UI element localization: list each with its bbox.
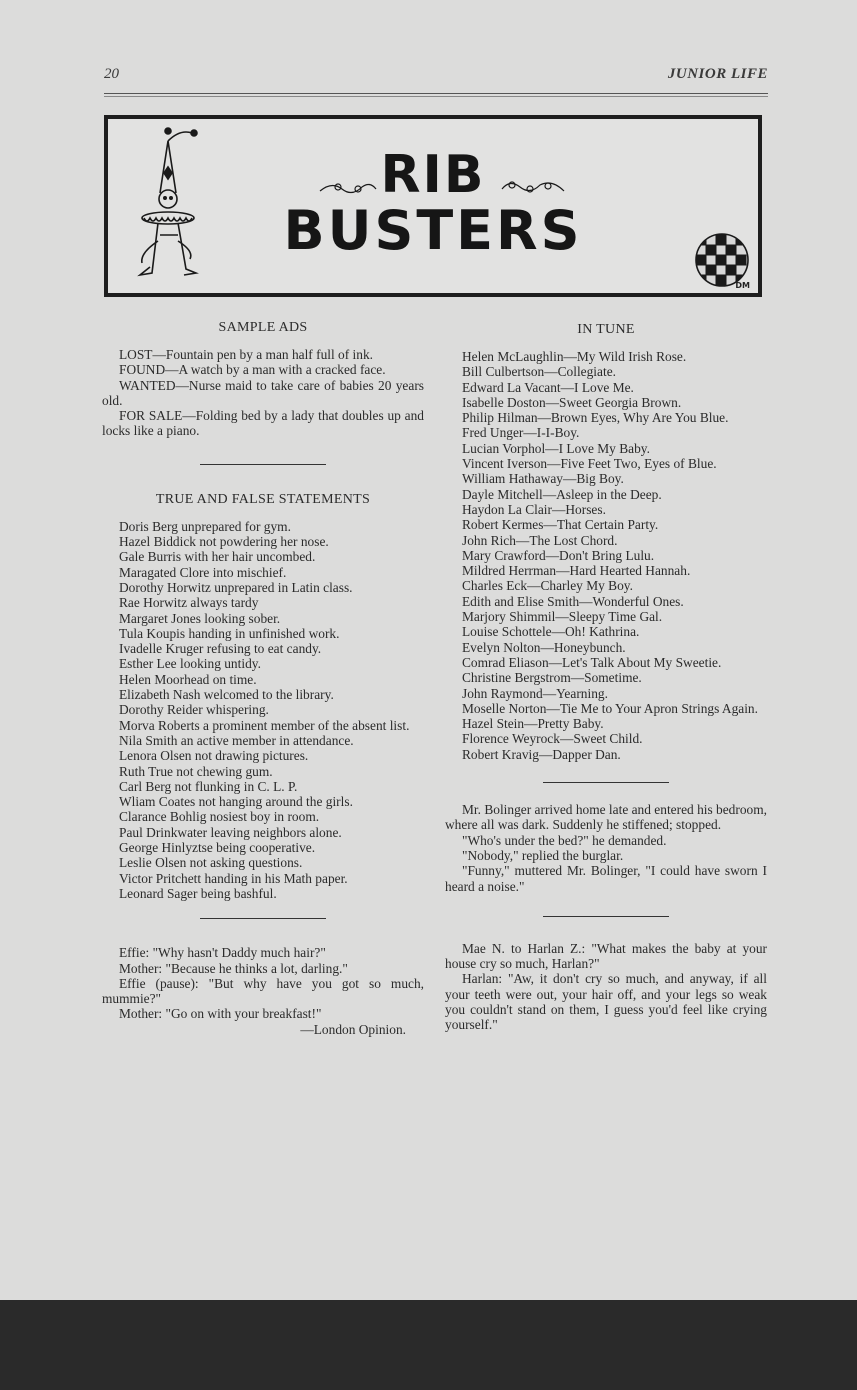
left-column	[102, 320, 424, 1037]
song-item: Charles Eck—Charley My Boy.	[462, 578, 633, 594]
statement-item: George Hinlyztse being cooperative.	[119, 840, 316, 856]
song-item: Vincent Iverson—Five Feet Two, Eyes of Blue.	[462, 456, 717, 472]
joke-line: Mother: "Go on with your breakfast!"	[119, 1006, 322, 1022]
song-item: Robert Kravig—Dapper Dan.	[462, 746, 621, 762]
joke-source: —London Opinion.	[300, 1021, 406, 1037]
song-item: Fred Unger—I-I-Boy.	[462, 425, 580, 441]
song-item: Comrad Eliason—Let's Talk About My Sweetie.	[462, 654, 722, 670]
song-item: John Raymond—Yearning.	[462, 685, 608, 701]
statement-item: Carl Berg not flunking in C. L. P.	[119, 778, 298, 794]
statement-item: Margaret Jones looking sober.	[119, 610, 281, 626]
statement-item: Victor Pritchett handing in his Math paper.	[119, 870, 348, 886]
right-column	[445, 322, 767, 1033]
song-item: Mary Crawford—Don't Bring Lulu.	[462, 547, 655, 563]
statement-item: Hazel Biddick not powdering her nose.	[119, 534, 329, 550]
harlan-joke	[445, 941, 767, 1033]
song-item: Marjory Shimmil—Sleepy Time Gal.	[462, 609, 663, 625]
sample-ads-title: SAMPLE ADS	[218, 320, 308, 335]
joke-line: "Funny," muttered Mr. Bolinger, "I could have sworn I heard a noise."	[445, 863, 767, 894]
banner-title-busters: BUSTERS	[283, 199, 583, 262]
statement-item: Doris Berg unprepared for gym.	[119, 518, 291, 534]
song-item: Dayle Mitchell—Asleep in the Deep.	[462, 486, 662, 502]
bolinger-joke	[445, 802, 767, 894]
joke-line: Effie (pause): "But why have you got so much, mummie?"	[102, 975, 424, 1007]
ad-item: LOST—Fountain pen by a man half full of ink.	[119, 347, 374, 362]
in-tune-title: IN TUNE	[577, 322, 635, 337]
song-item: Evelyn Nolton—Honeybunch.	[462, 639, 626, 655]
page-number: 20	[104, 66, 119, 82]
ad-item: FOUND—A watch by a man with a cracked face.	[119, 362, 386, 378]
page-header	[104, 66, 768, 86]
song-item: William Hathaway—Big Boy.	[462, 471, 624, 487]
ad-item: FOR SALE—Folding bed by a lady that doubles up and locks like a piano.	[102, 408, 424, 439]
joke-line: Harlan: "Aw, it don't cry so much, and anyway, if all your teeth were out, your hair off, and your legs so weak you couldn't stand on them, I guess you'd feel like crying yourself."	[445, 971, 767, 1033]
rib-busters-banner	[104, 115, 762, 297]
section-divider	[200, 918, 326, 919]
statement-item: Dorothy Horwitz unprepared in Latin class.	[119, 579, 353, 595]
joke-line: "Nobody," replied the burglar.	[462, 847, 624, 863]
true-false-list	[102, 519, 424, 901]
joke-line: "Who's under the bed?" he demanded.	[462, 832, 667, 848]
artist-initials: DM	[735, 281, 750, 290]
statement-item: Ivadelle Kruger refusing to eat candy.	[119, 641, 322, 657]
section-divider	[543, 782, 669, 783]
song-item: Helen McLaughlin—My Wild Irish Rose.	[462, 349, 687, 364]
song-item: Mildred Herrman—Hard Hearted Hannah.	[462, 563, 691, 579]
song-item: Bill Culbertson—Collegiate.	[462, 364, 616, 380]
section-divider	[543, 916, 669, 917]
statement-item: Esther Lee looking untidy.	[119, 656, 261, 672]
song-item: Christine Bergstrom—Sometime.	[462, 670, 642, 686]
statement-item: Elizabeth Nash welcomed to the library.	[119, 687, 334, 703]
in-tune-list	[445, 349, 767, 762]
sample-ads-list	[102, 347, 424, 439]
statement-item: Leslie Olsen not asking questions.	[119, 855, 303, 871]
ad-item: WANTED—Nurse maid to take care of babies 20 years old.	[102, 377, 424, 408]
statement-item: Maragated Clore into mischief.	[119, 564, 287, 580]
joke-line: Effie: "Why hasn't Daddy much hair?"	[119, 945, 326, 961]
song-item: Moselle Norton—Tie Me to Your Apron Strings Again.	[462, 700, 758, 716]
song-item: Hazel Stein—Pretty Baby.	[462, 716, 604, 732]
statement-item: Gale Burris with her hair uncombed.	[119, 549, 316, 565]
magazine-title: JUNIOR LIFE	[667, 66, 768, 82]
section-divider	[200, 464, 326, 465]
statement-item: Clarance Bohlig nosiest boy in room.	[119, 809, 320, 825]
song-item: Florence Weyrock—Sweet Child.	[462, 731, 643, 747]
joke-line: Mother: "Because he thinks a lot, darling."	[119, 960, 348, 976]
song-item: Lucian Vorphol—I Love My Baby.	[462, 440, 650, 456]
statement-item: Paul Drinkwater leaving neighbors alone.	[119, 824, 342, 840]
song-item: Haydon La Clair—Horses.	[462, 501, 606, 517]
effie-joke	[102, 945, 424, 1037]
statement-item: Lenora Olsen not drawing pictures.	[119, 748, 309, 764]
statement-item: Wliam Coates not hanging around the girls.	[119, 794, 353, 810]
statement-item: Dorothy Reider whispering.	[119, 702, 269, 718]
song-item: Philip Hilman—Brown Eyes, Why Are You Blue.	[462, 410, 729, 426]
statement-item: Tula Koupis handing in unfinished work.	[119, 625, 340, 641]
statement-item: Morva Roberts a prominent member of the absent list.	[119, 717, 410, 733]
song-item: Louise Schottele—Oh! Kathrina.	[462, 624, 640, 640]
song-item: Robert Kermes—That Certain Party.	[462, 517, 659, 533]
statement-item: Leonard Sager being bashful.	[119, 885, 277, 901]
banner-title-rib: RIB	[380, 145, 486, 205]
song-item: Edith and Elise Smith—Wonderful Ones.	[462, 593, 684, 609]
statement-item: Nila Smith an active member in attendance.	[119, 732, 354, 748]
statement-item: Helen Moorhead on time.	[119, 671, 257, 687]
header-rule	[104, 93, 768, 97]
statement-item: Ruth True not chewing gum.	[119, 763, 273, 779]
song-item: Edward La Vacant—I Love Me.	[462, 379, 634, 395]
joke-line: Mae N. to Harlan Z.: "What makes the baby at your house cry so much, Harlan?"	[445, 940, 767, 972]
song-item: Isabelle Doston—Sweet Georgia Brown.	[462, 394, 682, 410]
true-false-title: TRUE AND FALSE STATEMENTS	[155, 491, 371, 507]
statement-item: Rae Horwitz always tardy	[119, 595, 259, 611]
song-item: John Rich—The Lost Chord.	[462, 532, 618, 548]
joke-line: Mr. Bolinger arrived home late and entered his bedroom, where all was dark. Suddenly he stiffened; stopped.	[445, 802, 767, 833]
